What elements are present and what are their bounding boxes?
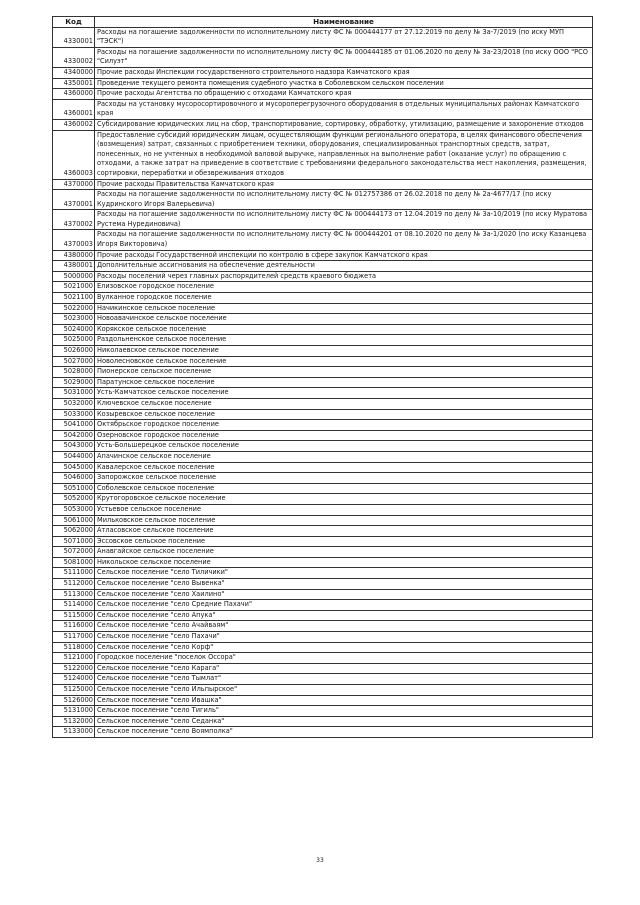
row-name: Сельское поселение "село Ивашка" (95, 695, 593, 706)
table-row (53, 483, 593, 494)
row-code: 5022000 (53, 303, 95, 314)
row-code: 5033000 (53, 409, 95, 420)
table-row (53, 78, 593, 89)
row-code: 5041000 (53, 420, 95, 431)
row-code: 5112000 (53, 579, 95, 590)
row-code: 5052000 (53, 494, 95, 505)
row-name: Сельское поселение "село Карага" (95, 663, 593, 674)
table-row (53, 130, 593, 179)
row-name: Сельское поселение "село Вывенка" (95, 579, 593, 590)
row-name: Эссовское сельское поселение (95, 536, 593, 547)
table-row (53, 674, 593, 685)
row-name: Соболевское сельское поселение (95, 483, 593, 494)
table-row (53, 335, 593, 346)
row-code: 5121000 (53, 653, 95, 664)
row-name: Сельское поселение "село Ильпырское" (95, 685, 593, 696)
row-code: 5115000 (53, 610, 95, 621)
page-number: 33 (316, 857, 324, 864)
row-name: Городское поселение "поселок Оссора" (95, 653, 593, 664)
row-code: 5044000 (53, 451, 95, 462)
row-code: 5046000 (53, 473, 95, 484)
row-code: 5125000 (53, 685, 95, 696)
row-code: 5045000 (53, 462, 95, 473)
row-name: Атласовское сельское поселение (95, 526, 593, 537)
row-code: 5081000 (53, 557, 95, 568)
table-row (53, 441, 593, 452)
row-code: 4340000 (53, 67, 95, 78)
row-name: Корякское сельское поселение (95, 324, 593, 335)
table-row (53, 261, 593, 272)
row-code: 4330001 (53, 27, 95, 47)
row-code: 5053000 (53, 504, 95, 515)
row-code: 4350001 (53, 78, 95, 89)
row-code: 5126000 (53, 695, 95, 706)
row-code: 5021000 (53, 282, 95, 293)
table-row (53, 282, 593, 293)
row-name: Апачинское сельское поселение (95, 451, 593, 462)
table-row (53, 589, 593, 600)
table-row (53, 653, 593, 664)
row-code: 5114000 (53, 600, 95, 611)
table-row (53, 67, 593, 78)
table-row (53, 119, 593, 130)
row-code: 4370003 (53, 230, 95, 250)
row-code: 5061000 (53, 515, 95, 526)
budget-codes-table (52, 16, 593, 738)
table-row (53, 515, 593, 526)
row-code: 5062000 (53, 526, 95, 537)
row-code: 4360001 (53, 99, 95, 119)
table-row (53, 610, 593, 621)
row-code: 4360003 (53, 130, 95, 179)
table-row (53, 494, 593, 505)
table-row (53, 557, 593, 568)
row-name: Раздольненское сельское поселение (95, 335, 593, 346)
table-row (53, 621, 593, 632)
row-name: Сельское поселение "село Седанка" (95, 716, 593, 727)
row-code: 5116000 (53, 621, 95, 632)
table-row (53, 27, 593, 47)
row-name: Сельское поселение "село Тымлат" (95, 674, 593, 685)
row-code: 4370001 (53, 190, 95, 210)
row-code: 5031000 (53, 388, 95, 399)
table-row (53, 314, 593, 325)
table-row (53, 250, 593, 261)
row-code: 5122000 (53, 663, 95, 674)
table-row (53, 293, 593, 304)
row-name: Сельское поселение "село Ачайваям" (95, 621, 593, 632)
row-name: Елизовское городское поселение (95, 282, 593, 293)
row-code: 4330002 (53, 47, 95, 67)
row-code: 5133000 (53, 727, 95, 738)
table-row (53, 47, 593, 67)
row-name: Сельское поселение "село Корф" (95, 642, 593, 653)
row-code: 4380000 (53, 250, 95, 261)
row-code: 5071000 (53, 536, 95, 547)
table-row (53, 663, 593, 674)
row-code: 5118000 (53, 642, 95, 653)
row-name: Сельское поселение "село Тиличики" (95, 568, 593, 579)
table-row (53, 367, 593, 378)
row-code: 5028000 (53, 367, 95, 378)
table-row (53, 271, 593, 282)
table-row (53, 89, 593, 100)
row-code: 5021100 (53, 293, 95, 304)
table-row (53, 430, 593, 441)
row-name: Сельское поселение "село Апука" (95, 610, 593, 621)
table-row (53, 727, 593, 738)
table-row (53, 230, 593, 250)
row-name: Сельское поселение "село Воямполка" (95, 727, 593, 738)
table-row (53, 568, 593, 579)
row-name: Никольское сельское поселение (95, 557, 593, 568)
row-name: Сельское поселение "село Хаилино" (95, 589, 593, 600)
row-code: 5025000 (53, 335, 95, 346)
row-name: Усть-Камчатское сельское поселение (95, 388, 593, 399)
row-name: Предоставление субсидий юридическим лицам, осуществляющим функции регионального оператора, в целях финансового обеспечения (возмещения) затрат, связанных с приобретением техники, оборудования, специализированных транспортных средств, затрат, понесенных, но не учтенных в необходимой валовой выручке, направленных на выполнение работ (оказание услуг) по обращению с отходами, а также затрат на приведение в соответствие с требованиями федерального законодательства мест накопления, размещения, сортировки, переработки и обезвреживания отходов (95, 130, 593, 179)
row-code: 5072000 (53, 547, 95, 558)
row-name: Октябрьское городское поселение (95, 420, 593, 431)
row-name: Дополнительные ассигнования на обеспечение деятельности (95, 261, 593, 272)
row-code: 4370002 (53, 210, 95, 230)
row-code: 5032000 (53, 398, 95, 409)
table-row (53, 685, 593, 696)
row-code: 5113000 (53, 589, 95, 600)
row-name: Николаевское сельское поселение (95, 346, 593, 357)
row-code: 5124000 (53, 674, 95, 685)
row-code: 5117000 (53, 632, 95, 643)
row-name: Новоавачинское сельское поселение (95, 314, 593, 325)
row-code: 5024000 (53, 324, 95, 335)
table-row (53, 462, 593, 473)
row-name: Мильковское сельское поселение (95, 515, 593, 526)
row-name: Расходы на погашение задолженности по исполнительному листу ФС № 012757386 от 26.02.2018 по делу № 2а-4677/17 (по иску Кудринского Игоря Валерьевича) (95, 190, 593, 210)
table-row (53, 695, 593, 706)
header-code: Код (53, 17, 95, 28)
table-row (53, 451, 593, 462)
row-code: 5132000 (53, 716, 95, 727)
row-name: Вулканное городское поселение (95, 293, 593, 304)
table-row (53, 547, 593, 558)
table-row (53, 377, 593, 388)
row-name: Субсидирование юридических лиц на сбор, транспортирование, сортировку, обработку, утилизацию, размещение и захоронение отходов (95, 119, 593, 130)
row-name: Сельское поселение "село Тигиль" (95, 706, 593, 717)
table-row (53, 398, 593, 409)
row-code: 5131000 (53, 706, 95, 717)
row-name: Усть-Большерецкое сельское поселение (95, 441, 593, 452)
row-name: Прочие расходы Государственной инспекции по контролю в сфере закупок Камчатского края (95, 250, 593, 261)
table-row (53, 473, 593, 484)
row-name: Расходы на погашение задолженности по исполнительному листу ФС № 000444185 от 01.06.2020 по делу № 3а-23/2018 (по иску ООО "РСО "Силуэт" (95, 47, 593, 67)
table-body (53, 27, 593, 737)
table-row (53, 420, 593, 431)
row-code: 4360000 (53, 89, 95, 100)
row-code: 4380001 (53, 261, 95, 272)
table-row (53, 388, 593, 399)
row-code: 5043000 (53, 441, 95, 452)
table-header-row (53, 17, 593, 28)
table-row (53, 642, 593, 653)
row-name: Расходы на погашение задолженности по исполнительному листу ФС № 000444173 от 12.04.2019 по делу № 3а-10/2019 (по иску Муратова Рустема Нурединовича) (95, 210, 593, 230)
row-name: Расходы на погашение задолженности по исполнительному листу ФС № 000444177 от 27.12.2019 по делу № 3а-7/2019 (по иску МУП "ТЭСК") (95, 27, 593, 47)
row-code: 5111000 (53, 568, 95, 579)
table-row (53, 600, 593, 611)
row-name: Озерновское городское поселение (95, 430, 593, 441)
table-row (53, 579, 593, 590)
row-code: 4370000 (53, 179, 95, 190)
row-code: 4360002 (53, 119, 95, 130)
table-row (53, 356, 593, 367)
header-name: Наименование (95, 17, 593, 28)
row-code: 5042000 (53, 430, 95, 441)
table-row (53, 99, 593, 119)
row-name: Расходы поселений через главных распорядителей средств краевого бюджета (95, 271, 593, 282)
table-row (53, 536, 593, 547)
row-code: 5051000 (53, 483, 95, 494)
row-name: Прочие расходы Правительства Камчатского края (95, 179, 593, 190)
row-name: Прочие расходы Инспекции государственного строительного надзора Камчатского края (95, 67, 593, 78)
row-name: Расходы на установку мусоросортировочного и мусороперегрузочного оборудования в отдельных муниципальных районах Камчатского края (95, 99, 593, 119)
table-row (53, 504, 593, 515)
row-name: Проведение текущего ремонта помещения судебного участка в Соболевском сельском поселении (95, 78, 593, 89)
row-name: Козыревское сельское поселение (95, 409, 593, 420)
row-name: Кавалерское сельское поселение (95, 462, 593, 473)
row-code: 5023000 (53, 314, 95, 325)
table-row (53, 190, 593, 210)
row-name: Начикинское сельское поселение (95, 303, 593, 314)
row-name: Прочие расходы Агентства по обращению с отходами Камчатского края (95, 89, 593, 100)
row-name: Анавгайское сельское поселение (95, 547, 593, 558)
row-name: Крутогоровское сельское поселение (95, 494, 593, 505)
document-page (52, 16, 593, 738)
row-name: Запорожское сельское поселение (95, 473, 593, 484)
row-name: Устьевое сельское поселение (95, 504, 593, 515)
row-name: Новолесновское сельское поселение (95, 356, 593, 367)
row-name: Ключевское сельское поселение (95, 398, 593, 409)
row-name: Пионерское сельское поселение (95, 367, 593, 378)
table-row (53, 346, 593, 357)
row-name: Паратунское сельское поселение (95, 377, 593, 388)
row-name: Сельское поселение "село Средние Пахачи" (95, 600, 593, 611)
row-name: Сельское поселение "село Пахачи" (95, 632, 593, 643)
table-row (53, 409, 593, 420)
table-row (53, 716, 593, 727)
row-code: 5027000 (53, 356, 95, 367)
table-row (53, 706, 593, 717)
row-code: 5000000 (53, 271, 95, 282)
row-code: 5029000 (53, 377, 95, 388)
table-row (53, 632, 593, 643)
table-row (53, 179, 593, 190)
row-code: 5026000 (53, 346, 95, 357)
row-name: Расходы на погашение задолженности по исполнительному листу ФС № 000444201 от 08.10.2020 по делу № 3а-1/2020 (по иску Казанцева Игоря Викторовича) (95, 230, 593, 250)
table-row (53, 210, 593, 230)
table-row (53, 526, 593, 537)
table-row (53, 324, 593, 335)
table-row (53, 303, 593, 314)
